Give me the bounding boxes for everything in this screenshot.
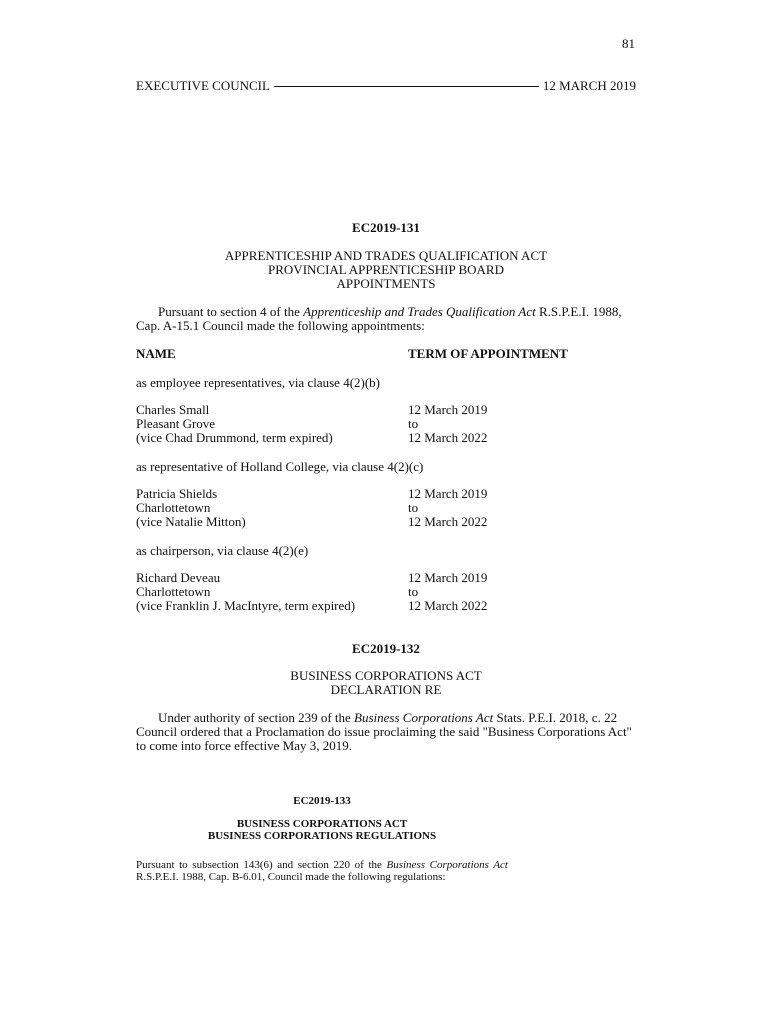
term-start: 12 March 2019 <box>408 402 488 417</box>
order-132-title-line: BUSINESS CORPORATIONS ACT <box>290 668 482 683</box>
appointee-name: Charles Small <box>136 402 210 417</box>
column-header-name: NAME <box>136 346 176 361</box>
body-text: Pursuant to subsection 143(6) and section 220 of the <box>136 859 387 871</box>
body-text: R.S.P.E.I. 1988, Cap. B-6.01, Council made the following regulations: <box>136 871 446 883</box>
order-132-body <box>136 711 636 753</box>
header-rule <box>274 86 539 87</box>
term-start: 12 March 2019 <box>408 486 488 501</box>
body-text: Under authority of section 239 of the <box>158 710 355 725</box>
body-text: Stats. P.E.I. 2018, c. 22 Council ordered that a Proclamation do issue proclaiming the said "Business Corporations Act" to come into force effective May 3, 2019. <box>136 710 632 753</box>
appointee-location: Charlottetown <box>136 584 211 599</box>
order-131-title-line: PROVINCIAL APPRENTICESHIP BOARD <box>268 262 504 277</box>
group-heading: as representative of Holland College, via clause 4(2)(c) <box>136 459 424 474</box>
group-heading: as employee representatives, via clause 4(2)(b) <box>136 375 381 390</box>
order-131-title-line: APPOINTMENTS <box>336 276 436 291</box>
act-name: Apprenticeship and Trades Qualification Act <box>303 304 536 319</box>
term-to: to <box>408 416 419 431</box>
term-end: 12 March 2022 <box>408 598 488 613</box>
appointee-location: Pleasant Grove <box>136 416 216 431</box>
act-name: Business Corporations Act <box>386 859 508 871</box>
intro-text: R.S.P.E.I. 1988, Cap. A-15.1 Council made the following appointments: <box>136 304 622 333</box>
page-number: 81 <box>622 36 635 51</box>
order-133-title-line: BUSINESS CORPORATIONS REGULATIONS <box>207 830 437 842</box>
order-131-title-line: APPRENTICESHIP AND TRADES QUALIFICATION ACT <box>224 248 548 263</box>
appointee-name: Patricia Shields <box>136 486 218 501</box>
order-133-title-line: BUSINESS CORPORATIONS ACT <box>236 818 408 830</box>
order-131-intro <box>136 305 636 333</box>
appointee-vice: (vice Chad Drummond, term expired) <box>136 430 333 445</box>
running-header <box>136 78 636 94</box>
intro-text: Pursuant to section 4 of the <box>158 304 304 319</box>
column-header-term: TERM OF APPOINTMENT <box>408 346 568 361</box>
order-132-id: EC2019-132 <box>352 641 420 656</box>
group-heading: as chairperson, via clause 4(2)(e) <box>136 543 309 558</box>
appointee-location: Charlottetown <box>136 500 211 515</box>
order-133-body <box>136 859 508 883</box>
order-131-id: EC2019-131 <box>352 220 420 235</box>
term-end: 12 March 2022 <box>408 430 488 445</box>
header-left-title: EXECUTIVE COUNCIL <box>136 78 270 93</box>
term-end: 12 March 2022 <box>408 514 488 529</box>
act-name: Business Corporations Act <box>354 710 494 725</box>
order-132-title-line: DECLARATION RE <box>330 682 442 697</box>
appointee-vice: (vice Franklin J. MacIntyre, term expired) <box>136 598 356 613</box>
header-date: 12 MARCH 2019 <box>542 78 636 93</box>
order-133-id: EC2019-133 <box>293 795 351 807</box>
appointee-name: Richard Deveau <box>136 570 221 585</box>
appointee-vice: (vice Natalie Mitton) <box>136 514 246 529</box>
term-start: 12 March 2019 <box>408 570 488 585</box>
term-to: to <box>408 500 419 515</box>
term-to: to <box>408 584 419 599</box>
